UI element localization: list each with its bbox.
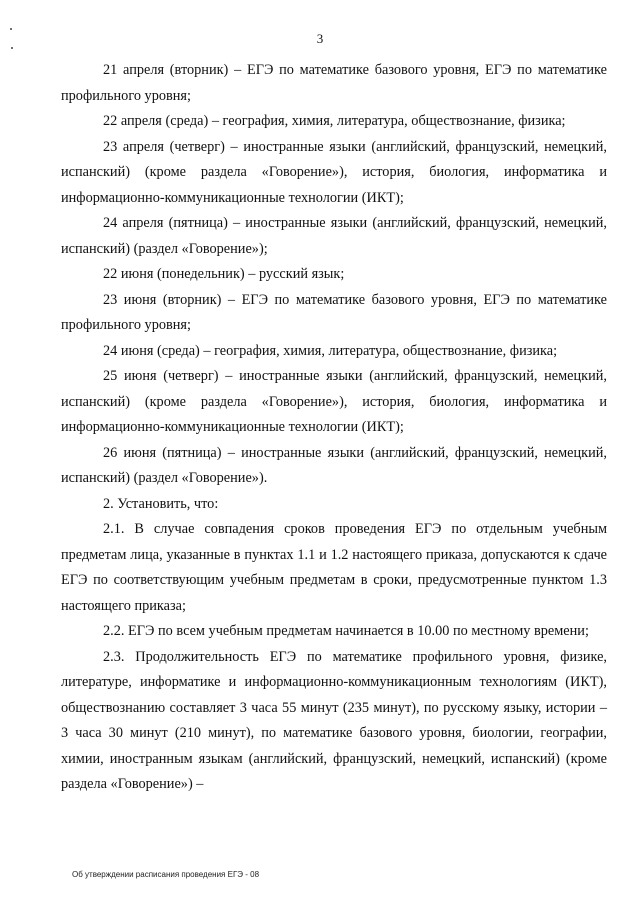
paragraph: 2. Установить, что: (103, 495, 219, 512)
paragraph: 23 апреля (четверг) – иностранные языки (английский, французский, немецкий, испанский) (кроме раздела «Говорение»), история, биология, информатика и информационно-коммуникационные технологии (ИКТ); (61, 138, 607, 206)
paragraph: 22 июня (понедельник) – русский язык; (103, 266, 345, 282)
paragraph: 21 апреля (вторник) – ЕГЭ по математике базового уровня, ЕГЭ по математике профильного уровня; (61, 62, 607, 104)
paragraph: 26 июня (пятница) – иностранные языки (английский, французский, немецкий, испанский) (раздел «Говорение»). (61, 444, 607, 486)
paragraph: 2.2. ЕГЭ по всем учебным предметам начинается в 10.00 по местному времени; (103, 623, 589, 639)
paragraph: 23 июня (вторник) – ЕГЭ по математике базового уровня, ЕГЭ по математике профильного уровня; (61, 291, 607, 333)
paragraph: 24 июня (среда) – география, химия, литература, обществознание, физика; (103, 342, 558, 359)
paragraph: 22 апреля (среда) – география, химия, литература, обществознание, физика; (103, 113, 566, 129)
footer-text: Об утверждении расписания проведения ЕГЭ - 08 (72, 870, 260, 879)
paragraph: 25 июня (четверг) – иностранные языки (английский, французский, немецкий, испанский) (кроме раздела «Говорение»), история, биология, информатика и информационно-коммуникационные технологии (ИКТ); (61, 368, 607, 435)
scan-speck (10, 28, 12, 30)
paragraph: 2.1. В случае совпадения сроков проведения ЕГЭ по отдельным учебным предметам лица, указанные в пунктах 1.1 и 1.2 настоящего приказа, допускаются к сдаче ЕГЭ по соответствующим учебным предметам в сроки, предусмотренные пунктом 1.3 настоящего приказа; (61, 521, 607, 614)
document-body (61, 58, 607, 798)
scan-speck (11, 47, 13, 49)
paragraph: 2.3. Продолжительность ЕГЭ по математике профильного уровня, физике, литературе, информатике и информационно-коммуникационным технологиям (ИКТ), обществознанию составляет 3 часа 55 минут (235 минут), по русскому языку, истории – 3 часа 30 минут (210 минут), по математике базового уровня, биологии, географии, химии, иностранным языкам (английский, французский, немецкий, испанский) (кроме раздела «Говорение») – (61, 648, 607, 792)
page-number: 3 (316, 31, 324, 46)
paragraph: 24 апреля (пятница) – иностранные языки (английский, французский, немецкий, испанский) (раздел «Говорение»); (61, 215, 607, 257)
